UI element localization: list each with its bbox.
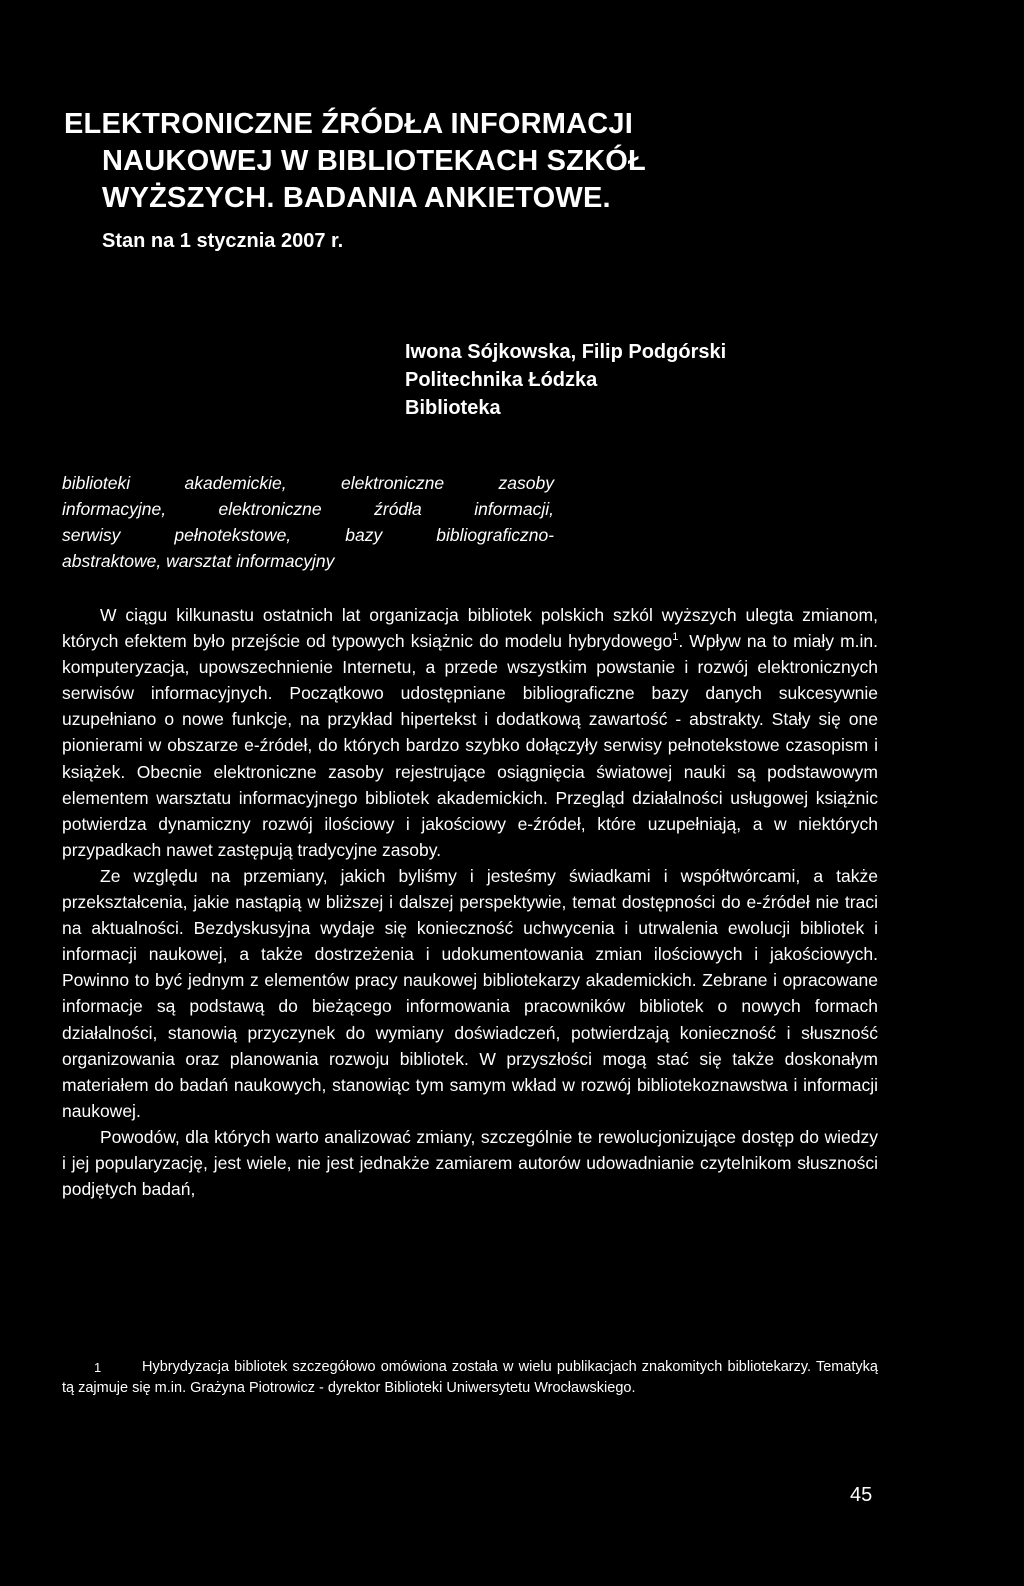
article-subtitle: Stan na 1 stycznia 2007 r. [102,230,344,252]
title-line-2: NAUKOWEJ W BIBLIOTEKACH SZKÓŁ [102,145,646,177]
keywords-line-2: informacyjne, elektroniczne źródła informacji, [62,499,554,519]
author-names: Iwona Sójkowska, Filip Podgórski [405,341,727,363]
paragraph-1-text-start: W ciągu kilkunastu ostatnich lat organizacja bibliotek polskich szkól wyższych ulegta zmianom, których efektem było przejście od typowych książnic do modelu hybrydowego [62,605,878,652]
title-line-1: ELEKTRONICZNE ŹRÓDŁA INFORMACJI [64,108,633,140]
footnote-reference: 1 [672,631,679,644]
page-number: 45 [850,1484,873,1506]
body-paragraph-3: Powodów, dla których warto analizować zmiany, szczególnie te rewolucjonizujące dostęp do wiedzy i jej popularyzację, jest wiele, nie jest jednakże zamiarem autorów udowadnianie czytelnikom słuszności podjętych badań, [62,1126,878,1200]
footnote-text: Hybrydyzacja bibliotek szczegółowo omówiona została w wielu publikacjach znakomitych bibliotekarzy. Tematyką tą zajmuje się m.in. Grażyna Piotrowicz - dyrektor Biblioteki Uniwersytetu Wrocławskiego. [62,1359,878,1396]
keywords-block [62,470,554,574]
body-paragraph-2: Ze względu na przemiany, jakich byliśmy i jesteśmy świadkami i współtwórcami, a także przekształcenia, jakie nastąpią w bliższej i dalszej perspektywie, temat dostępności do e-źródeł nie traci na aktualności. Bezdyskusyjna wydaje się konieczność uchwycenia i utrwalenia ewolucji bibliotek i informacji naukowej, a także dostrzeżenia i udokumentowania zmian ilościowych i jakościowych. Powinno to być jednym z elementów pracy naukowej bibliotekarzy akademickich. Zebrane i opracowane informacje są podstawą do bieżącego informowania pracowników bibliotek o nowych formach działalności, stanowią przyczynek do wymiany doświadczeń, potwierdzają konieczność i słuszność organizowania oraz planowania rozwoju bibliotek. W przyszłości mogą stać się także doskonałym materiałem do badań naukowych, stanowiąc tym samym wkład w rozwój bibliotekoznawstwa i informacji naukowej. [62,865,878,1121]
author-institution: Politechnika Łódzka [405,369,598,391]
footnote-number: 1 [94,1360,102,1375]
author-block [405,338,726,422]
footnote [62,1357,878,1399]
paragraph-1-text-end: . Wpływ na to miały m.in. komputeryzacja, upowszechnienie Internetu, a przede wszystkim powstanie i rozwój elektronicznych serwisów informacyjnych. Początkowo udostępniane bibliograficzne bazy danych sukcesywnie uzupełniano o nowe funkcje, na przykład hipertekst i dodatkową zawartość - abstrakty. Stały się one pionierami w obszarze e-źródeł, do których bardzo szybko dołączyły serwisy pełnotekstowe czasopism i książek. Obecnie elektroniczne zasoby rejestrujące osiągnięcia światowej nauki są podstawowym elementem warsztatu informacyjnego bibliotek akademickich. Przegląd działalności usługowej książnic potwierdza dynamiczny rozwój ilościowy i jakościowy e-źródeł, które uzupełniają, a w niektórych przypadkach nawet zastępują tradycyjne zasoby. [62,631,878,860]
author-unit: Biblioteka [405,397,501,419]
body-paragraph-1 [62,602,878,863]
article-title [64,106,646,217]
title-line-3: WYŻSZYCH. BADANIA ANKIETOWE. [102,182,611,214]
keywords-line-3: serwisy pełnotekstowe, bazy bibliograficzno- [62,525,554,545]
keywords-line-4: abstraktowe, warsztat informacyjny [62,551,335,571]
keywords-line-1: biblioteki akademickie, elektroniczne zasoby [62,473,554,493]
article-body [62,602,878,1202]
